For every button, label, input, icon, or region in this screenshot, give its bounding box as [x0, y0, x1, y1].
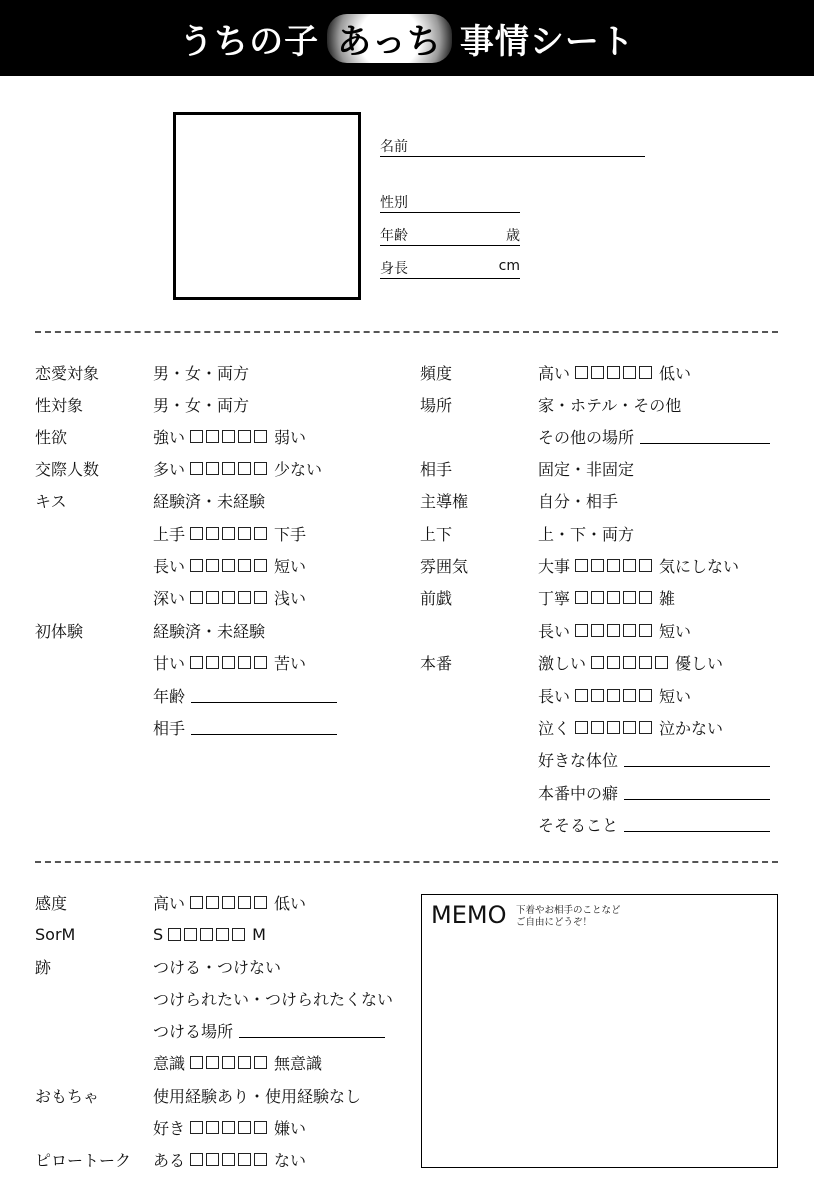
- height-label: 身長: [380, 261, 408, 277]
- checkbox[interactable]: [254, 462, 267, 475]
- kiss-length-row: [153, 554, 306, 576]
- checkbox[interactable]: [591, 366, 604, 379]
- scale-right: 苦い: [274, 653, 307, 673]
- checkbox[interactable]: [190, 896, 203, 909]
- checkbox[interactable]: [575, 624, 588, 637]
- checkbox[interactable]: [190, 656, 203, 669]
- sensitivity-row: [35, 891, 306, 913]
- scale-right: 無意識: [274, 1053, 323, 1073]
- height-unit: cm: [498, 258, 520, 274]
- rating-boxes[interactable]: [575, 721, 654, 734]
- age-label: 年齢: [380, 228, 408, 244]
- marks-received-row: [153, 987, 393, 1009]
- checkbox[interactable]: [238, 430, 251, 443]
- toys-like-row: [153, 1116, 306, 1138]
- rating-boxes[interactable]: [190, 462, 269, 475]
- scale-right: 低い: [659, 363, 692, 383]
- rating-boxes[interactable]: [575, 689, 654, 702]
- checkbox[interactable]: [591, 656, 604, 669]
- checkbox[interactable]: [190, 1153, 203, 1166]
- checkbox[interactable]: [639, 689, 652, 702]
- checkbox[interactable]: [575, 591, 588, 604]
- rating-boxes[interactable]: [190, 896, 269, 909]
- initiative-options[interactable]: 自分・相手: [538, 491, 619, 511]
- frequency-label: 頻度: [420, 363, 453, 383]
- scale-right: 気にしない: [659, 556, 740, 576]
- checkbox[interactable]: [591, 689, 604, 702]
- checkbox[interactable]: [222, 656, 235, 669]
- first-age-row: [153, 684, 337, 706]
- scale-left: 大事: [538, 556, 571, 576]
- height-underline: [380, 258, 520, 279]
- name-field[interactable]: [380, 136, 645, 157]
- checkbox[interactable]: [639, 656, 652, 669]
- checkbox[interactable]: [254, 591, 267, 604]
- romance-target-row: [35, 361, 249, 383]
- partners-label: 交際人数: [35, 459, 100, 479]
- checkbox[interactable]: [254, 896, 267, 909]
- marks-row: [35, 955, 281, 977]
- first-experience-options[interactable]: 経験済・未経験: [153, 621, 266, 641]
- checkbox[interactable]: [623, 591, 636, 604]
- checkbox[interactable]: [238, 591, 251, 604]
- other-place-label: その他の場所: [538, 427, 635, 447]
- arousing-row: [538, 813, 770, 835]
- checkbox[interactable]: [222, 430, 235, 443]
- scale-right: 下手: [274, 524, 307, 544]
- habit-field[interactable]: [624, 785, 770, 800]
- scale-right: 浅い: [274, 588, 307, 608]
- rating-boxes[interactable]: [575, 559, 654, 572]
- checkbox[interactable]: [607, 689, 620, 702]
- scale-left: 長い: [153, 556, 186, 576]
- checkbox[interactable]: [639, 591, 652, 604]
- pillow-talk-label: ピロートーク: [35, 1150, 132, 1170]
- checkbox[interactable]: [222, 896, 235, 909]
- memo-note-line1: 下着やお相手のことなど: [516, 905, 621, 916]
- checkbox[interactable]: [575, 366, 588, 379]
- scale-left: 深い: [153, 588, 186, 608]
- habit-row: [538, 781, 770, 803]
- scale-left: 長い: [538, 686, 571, 706]
- fav-position-field[interactable]: [624, 752, 770, 767]
- toys-row: [35, 1084, 361, 1106]
- other-place-field[interactable]: [640, 429, 770, 444]
- checkbox[interactable]: [254, 656, 267, 669]
- checkbox[interactable]: [232, 928, 245, 941]
- height-field[interactable]: [380, 258, 520, 279]
- sorm-label: SorM: [35, 924, 76, 944]
- first-partner-label: 相手: [153, 718, 186, 738]
- age-underline: [380, 225, 520, 246]
- position-row: [420, 522, 634, 544]
- memo-note: [516, 905, 621, 929]
- romance-target-options[interactable]: 男・女・両方: [153, 363, 250, 383]
- checkbox[interactable]: [190, 1056, 203, 1069]
- checkbox[interactable]: [639, 624, 652, 637]
- checkbox[interactable]: [639, 721, 652, 734]
- scale-left: 甘い: [153, 653, 186, 673]
- scale-right: 嫌い: [274, 1118, 307, 1138]
- checkbox[interactable]: [184, 928, 197, 941]
- checkbox[interactable]: [206, 527, 219, 540]
- sex-target-row: [35, 393, 249, 415]
- memo-note-line2: ご自由にどうぞ！: [516, 917, 593, 928]
- rating-boxes[interactable]: [190, 430, 269, 443]
- scale-left: 丁寧: [538, 588, 571, 608]
- fav-position-label: 好きな体位: [538, 750, 619, 770]
- first-experience-label: 初体験: [35, 621, 84, 641]
- place-label: 場所: [420, 395, 453, 415]
- scale-right: 低い: [274, 893, 307, 913]
- scale-left: 強い: [153, 427, 186, 447]
- partner-row: [420, 457, 634, 479]
- main-cry-row: [538, 716, 723, 738]
- checkbox[interactable]: [623, 366, 636, 379]
- checkbox[interactable]: [190, 1121, 203, 1134]
- libido-row: [35, 425, 306, 447]
- position-label: 上下: [420, 524, 453, 544]
- rating-boxes[interactable]: [190, 1121, 269, 1134]
- marks-received-options[interactable]: つけられたい・つけられたくない: [153, 989, 394, 1009]
- pillow-talk-row: [35, 1148, 306, 1170]
- memo-title: MEMO: [431, 901, 507, 929]
- checkbox[interactable]: [607, 656, 620, 669]
- checkbox[interactable]: [623, 559, 636, 572]
- first-experience-row: [35, 619, 265, 641]
- main-row: [420, 651, 723, 673]
- checkbox[interactable]: [254, 1056, 267, 1069]
- scale-left: 激しい: [538, 653, 587, 673]
- awareness-row: [153, 1051, 322, 1073]
- checkbox[interactable]: [591, 721, 604, 734]
- place-options[interactable]: 家・ホテル・その他: [538, 395, 682, 415]
- first-partner-row: [153, 716, 337, 738]
- checkbox[interactable]: [607, 559, 620, 572]
- gender-field[interactable]: [380, 192, 520, 213]
- sheet-title: [179, 14, 635, 63]
- checkbox[interactable]: [190, 591, 203, 604]
- rating-boxes[interactable]: [190, 1056, 269, 1069]
- rating-boxes[interactable]: [168, 928, 247, 941]
- main-length-row: [538, 684, 691, 706]
- scale-left: 上手: [153, 524, 186, 544]
- rating-boxes[interactable]: [190, 591, 269, 604]
- checkbox[interactable]: [168, 928, 181, 941]
- kiss-options[interactable]: 経験済・未経験: [153, 491, 266, 511]
- scale-right: 泣かない: [659, 718, 724, 738]
- checkbox[interactable]: [639, 559, 652, 572]
- sensitivity-label: 感度: [35, 893, 68, 913]
- scale-left: S: [153, 924, 164, 944]
- arousing-field[interactable]: [624, 817, 770, 832]
- kiss-row: [35, 489, 265, 511]
- frequency-row: [420, 361, 691, 383]
- checkbox[interactable]: [238, 559, 251, 572]
- checkbox[interactable]: [206, 1153, 219, 1166]
- first-age-label: 年齢: [153, 686, 186, 706]
- checkbox[interactable]: [206, 430, 219, 443]
- marks-place-label: つける場所: [153, 1021, 234, 1041]
- scale-right: 弱い: [274, 427, 307, 447]
- checkbox[interactable]: [190, 430, 203, 443]
- main-label: 本番: [420, 653, 453, 673]
- checkbox[interactable]: [254, 1153, 267, 1166]
- rating-boxes[interactable]: [190, 527, 269, 540]
- rating-boxes[interactable]: [575, 591, 654, 604]
- arousing-label: そそること: [538, 815, 619, 835]
- checkbox[interactable]: [206, 559, 219, 572]
- rating-boxes[interactable]: [575, 366, 654, 379]
- title-part2: 事情シート: [459, 21, 635, 62]
- divider-bottom: [35, 861, 778, 863]
- partner-label: 相手: [420, 459, 453, 479]
- scale-right: ない: [274, 1150, 307, 1170]
- checkbox[interactable]: [238, 1121, 251, 1134]
- checkbox[interactable]: [607, 624, 620, 637]
- age-field[interactable]: [380, 225, 520, 246]
- mood-label: 雰囲気: [420, 556, 469, 576]
- checkbox[interactable]: [222, 1056, 235, 1069]
- checkbox[interactable]: [238, 896, 251, 909]
- checkbox[interactable]: [206, 591, 219, 604]
- age-unit: 歳: [506, 228, 520, 244]
- checkbox[interactable]: [238, 1153, 251, 1166]
- memo-box[interactable]: [421, 894, 778, 1168]
- checkbox[interactable]: [222, 1121, 235, 1134]
- marks-options[interactable]: つける・つけない: [153, 957, 282, 977]
- initiative-row: [420, 489, 618, 511]
- partner-options[interactable]: 固定・非固定: [538, 459, 635, 479]
- first-age-field[interactable]: [191, 688, 337, 703]
- first-partner-field[interactable]: [191, 720, 337, 735]
- checkbox[interactable]: [591, 591, 604, 604]
- scale-right: 短い: [274, 556, 307, 576]
- checkbox[interactable]: [254, 430, 267, 443]
- kiss-label: キス: [35, 491, 67, 511]
- rating-boxes[interactable]: [190, 1153, 269, 1166]
- checkbox[interactable]: [254, 1121, 267, 1134]
- checkbox[interactable]: [222, 527, 235, 540]
- divider-top: [35, 331, 778, 333]
- checkbox[interactable]: [222, 559, 235, 572]
- checkbox[interactable]: [238, 1056, 251, 1069]
- checkbox[interactable]: [623, 656, 636, 669]
- partners-row: [35, 457, 322, 479]
- photo-box[interactable]: [173, 112, 361, 300]
- checkbox[interactable]: [238, 462, 251, 475]
- checkbox[interactable]: [222, 462, 235, 475]
- scale-right: 少ない: [274, 459, 323, 479]
- checkbox[interactable]: [607, 591, 620, 604]
- scale-right: M: [252, 924, 266, 944]
- checkbox[interactable]: [623, 624, 636, 637]
- sex-target-options[interactable]: 男・女・両方: [153, 395, 250, 415]
- checkbox[interactable]: [591, 624, 604, 637]
- name-label: 名前: [380, 136, 645, 157]
- scale-left: 泣く: [538, 718, 571, 738]
- scale-left: 好き: [153, 1118, 186, 1138]
- checkbox[interactable]: [222, 591, 235, 604]
- checkbox[interactable]: [639, 366, 652, 379]
- checkbox[interactable]: [200, 928, 213, 941]
- rating-boxes[interactable]: [190, 559, 269, 572]
- place-row: [420, 393, 681, 415]
- libido-label: 性欲: [35, 427, 68, 447]
- initiative-label: 主導権: [420, 491, 469, 511]
- checkbox[interactable]: [623, 689, 636, 702]
- header-bar: [0, 0, 814, 76]
- checkbox[interactable]: [206, 462, 219, 475]
- scale-left: 多い: [153, 459, 186, 479]
- sorm-row: [35, 923, 266, 945]
- checkbox[interactable]: [206, 1056, 219, 1069]
- scale-left: ある: [153, 1150, 186, 1170]
- marks-label: 跡: [35, 957, 52, 977]
- gender-label: 性別: [380, 192, 520, 213]
- checkbox[interactable]: [190, 559, 203, 572]
- other-place-row: [538, 425, 770, 447]
- checkbox[interactable]: [575, 689, 588, 702]
- checkbox[interactable]: [591, 559, 604, 572]
- position-options[interactable]: 上・下・両方: [538, 524, 635, 544]
- scale-right: 短い: [659, 621, 692, 641]
- checkbox[interactable]: [575, 721, 588, 734]
- habit-label: 本番中の癖: [538, 783, 619, 803]
- scale-left: 高い: [153, 893, 186, 913]
- toys-options[interactable]: 使用経験あり・使用経験なし: [153, 1086, 362, 1106]
- rating-boxes[interactable]: [190, 656, 269, 669]
- marks-place-row: [153, 1019, 385, 1041]
- title-part1: うちの子: [179, 21, 320, 62]
- scale-left: 高い: [538, 363, 571, 383]
- scale-left: 意識: [153, 1053, 186, 1073]
- checkbox[interactable]: [254, 559, 267, 572]
- checkbox[interactable]: [607, 721, 620, 734]
- checkbox[interactable]: [607, 366, 620, 379]
- checkbox[interactable]: [206, 1121, 219, 1134]
- checkbox[interactable]: [623, 721, 636, 734]
- checkbox[interactable]: [190, 527, 203, 540]
- checkbox[interactable]: [216, 928, 229, 941]
- scale-right: 優しい: [675, 653, 724, 673]
- title-accent: あっち: [327, 14, 452, 63]
- foreplay-length-row: [538, 619, 691, 641]
- mood-row: [420, 554, 739, 576]
- checkbox[interactable]: [190, 462, 203, 475]
- scale-right: 雑: [659, 588, 676, 608]
- sex-target-label: 性対象: [35, 395, 84, 415]
- checkbox[interactable]: [206, 656, 219, 669]
- foreplay-row: [420, 586, 675, 608]
- checkbox[interactable]: [222, 1153, 235, 1166]
- kiss-depth-row: [153, 586, 306, 608]
- foreplay-label: 前戯: [420, 588, 453, 608]
- rating-boxes[interactable]: [591, 656, 670, 669]
- rating-boxes[interactable]: [575, 624, 654, 637]
- checkbox[interactable]: [254, 527, 267, 540]
- scale-right: 短い: [659, 686, 692, 706]
- toys-label: おもちゃ: [35, 1086, 100, 1106]
- checkbox[interactable]: [238, 527, 251, 540]
- checkbox[interactable]: [575, 559, 588, 572]
- first-feel-row: [153, 651, 306, 673]
- fav-position-row: [538, 748, 770, 770]
- marks-place-field[interactable]: [239, 1023, 385, 1038]
- checkbox[interactable]: [655, 656, 668, 669]
- checkbox[interactable]: [238, 656, 251, 669]
- checkbox[interactable]: [206, 896, 219, 909]
- romance-target-label: 恋愛対象: [35, 363, 100, 383]
- kiss-skill-row: [153, 522, 306, 544]
- scale-left: 長い: [538, 621, 571, 641]
